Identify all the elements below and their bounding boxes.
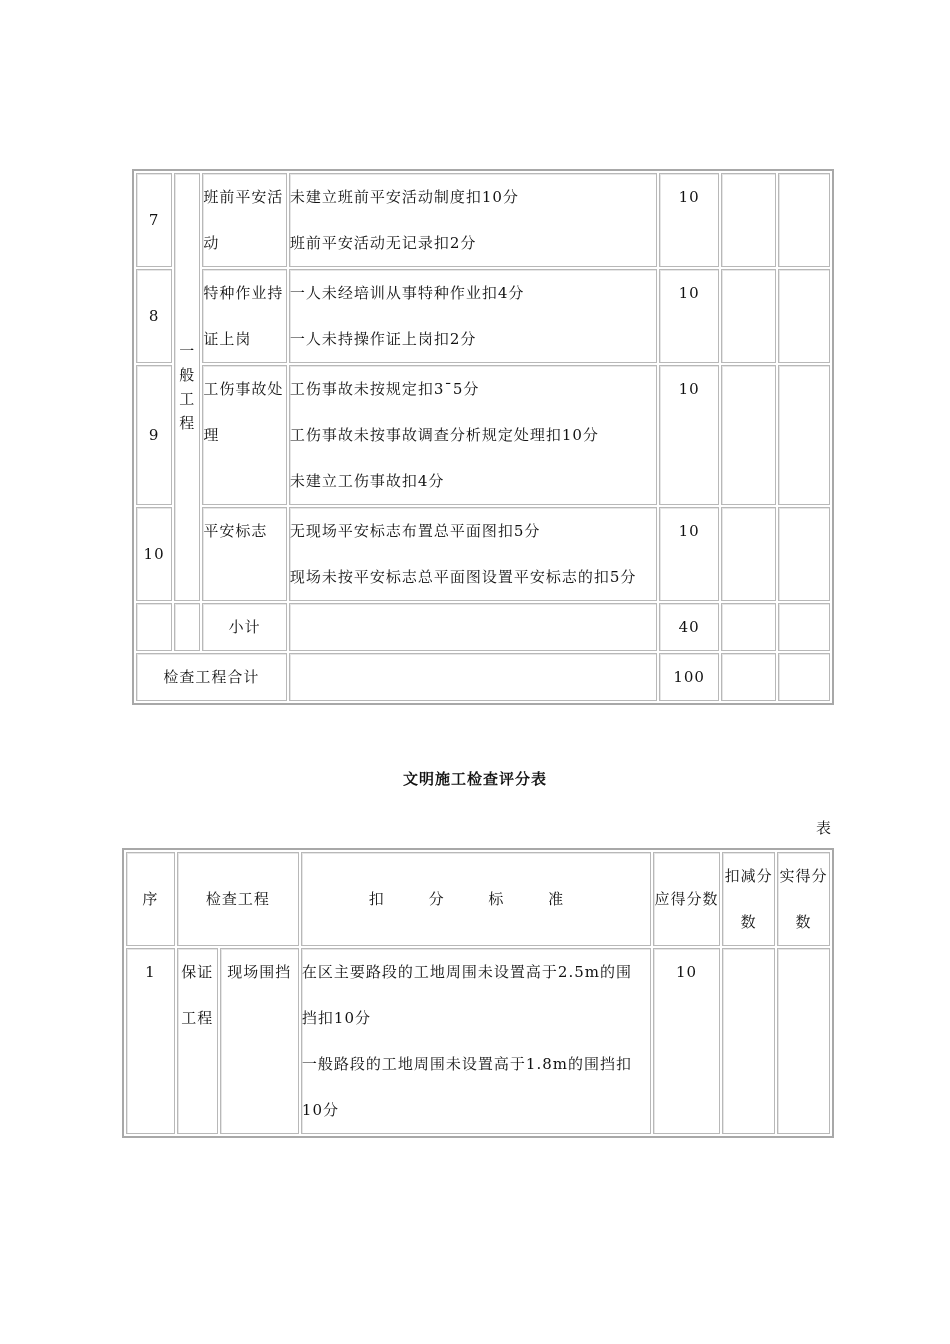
actual-cell (778, 173, 830, 267)
empty-cell (174, 603, 200, 651)
item-name: 平安标志 (202, 507, 286, 601)
total-score: 100 (659, 653, 719, 701)
actual-cell (778, 365, 830, 505)
row-number: 8 (136, 269, 172, 363)
deduct-cell (721, 269, 775, 363)
category-label: 一般工程 (174, 173, 200, 601)
item-name: 工伤事故处 理 (202, 365, 286, 505)
deduct-cell (721, 173, 775, 267)
score-value: 10 (659, 365, 719, 505)
criteria-text: 一人未经培训从事特种作业扣4分 一人未持操作证上岗扣2分 (289, 269, 657, 363)
header-no: 序 (126, 852, 175, 946)
row-number: 9 (136, 365, 172, 505)
empty-cell (136, 603, 172, 651)
criteria-text: 无现场平安标志布置总平面图扣5分 现场未按平安标志总平面图设置平安标志的扣5分 (289, 507, 657, 601)
actual-cell (777, 948, 830, 1134)
table-mark: 表 (816, 819, 832, 837)
score-value: 10 (653, 948, 720, 1134)
deduct-cell (721, 653, 775, 701)
actual-cell (778, 653, 830, 701)
row-number: 1 (126, 948, 175, 1134)
header-criteria: 扣 分 标 准 (301, 852, 651, 946)
deduct-cell (722, 948, 775, 1134)
category-label: 保证 工程 (177, 948, 218, 1134)
criteria-text: 工伤事故未按规定扣3¯5分 工伤事故未按事故调查分析规定处理扣10分 未建立工伤事故扣4分 (289, 365, 657, 505)
item-name: 现场围挡 (220, 948, 299, 1134)
criteria-text: 在区主要路段的工地周围未设置高于2.5m的围 挡扣10分 一般路段的工地周围未设置高于1.8m的围挡扣 10分 (301, 948, 651, 1134)
score-value: 10 (659, 507, 719, 601)
row-number: 10 (136, 507, 172, 601)
header-deduct: 扣减分 数 (722, 852, 775, 946)
empty-cell (289, 653, 657, 701)
header-score: 应得分数 (653, 852, 720, 946)
deduct-cell (721, 365, 775, 505)
empty-cell (289, 603, 657, 651)
item-name: 班前平安活 动 (202, 173, 286, 267)
header-actual: 实得分 数 (777, 852, 830, 946)
deduct-cell (721, 507, 775, 601)
header-item: 检查工程 (177, 852, 299, 946)
inspection-table-upper (132, 169, 834, 705)
inspection-table-lower (122, 848, 834, 1138)
deduct-cell (721, 603, 775, 651)
score-value: 10 (659, 269, 719, 363)
actual-cell (778, 507, 830, 601)
actual-cell (778, 269, 830, 363)
score-value: 10 (659, 173, 719, 267)
actual-cell (778, 603, 830, 651)
row-number: 7 (136, 173, 172, 267)
item-name: 特种作业持 证上岗 (202, 269, 286, 363)
total-label: 检查工程合计 (136, 653, 287, 701)
criteria-text: 未建立班前平安活动制度扣10分 班前平安活动无记录扣2分 (289, 173, 657, 267)
section-title: 文明施工检查评分表 (402, 770, 547, 788)
subtotal-label: 小计 (202, 603, 286, 651)
subtotal-score: 40 (659, 603, 719, 651)
